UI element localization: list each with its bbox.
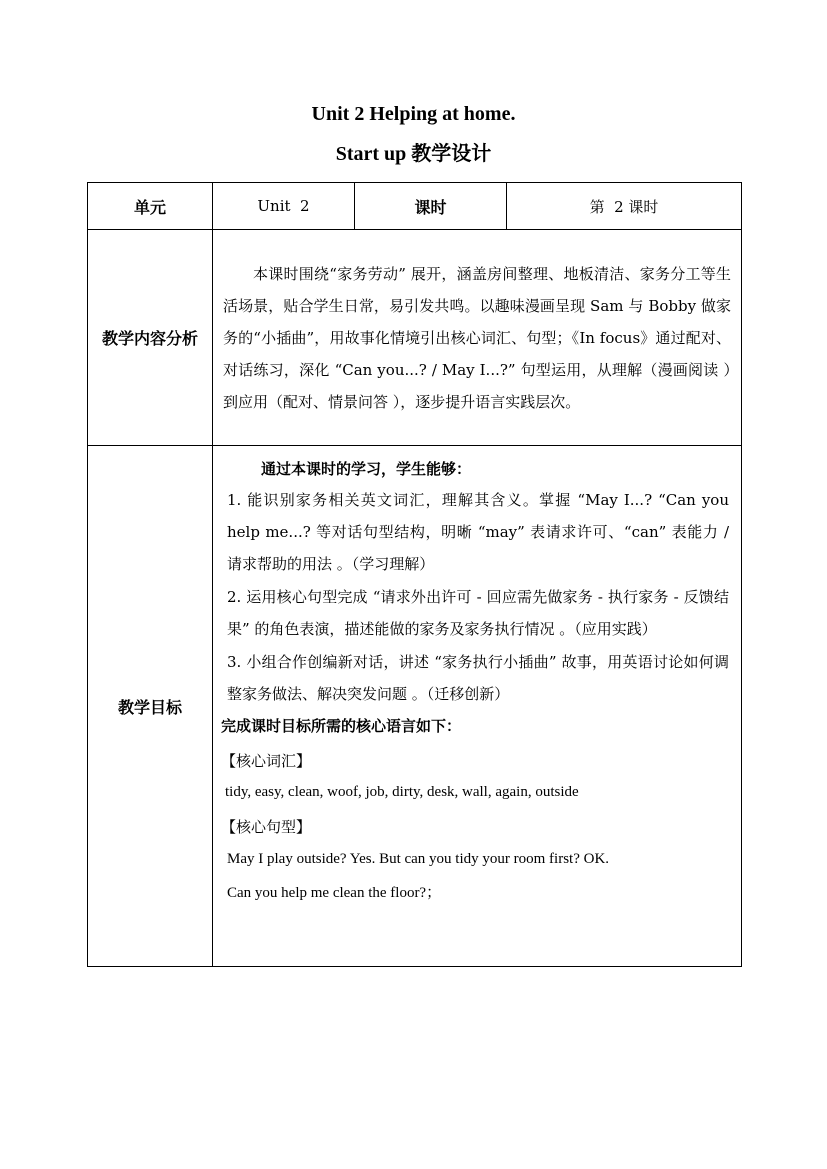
goal-item-1: 1. 能识别家务相关英文词汇，理解其含义。掌握 “May I...? “Can you help me...? 等对话句型结构，明晰 “may” 表请求许可、“can” 表能力 / 请求帮助的用法 。（学习理解） (227, 491, 729, 573)
goals-label: 教学目标 (88, 446, 213, 967)
goals-intro: 通过本课时的学习，学生能够： (261, 460, 472, 478)
header-row (88, 183, 742, 230)
goal-item-3: 3. 小组合作创编新对话，讲述 “家务执行小插曲” 故事，用英语讨论如何调整家务做法、解决突发问题 。（迁移创新） (227, 653, 729, 703)
lesson-value-cell: 第 2 课时 (507, 183, 742, 230)
unit-value-cell: Unit 2 (213, 183, 355, 230)
document-subtitle: Start up 教学设计 (335, 143, 492, 165)
analysis-row (88, 230, 742, 446)
lesson-plan-table (87, 182, 742, 967)
lesson-label-cell: 课时 (355, 183, 507, 230)
analysis-text: 本课时围绕“家务劳动” 展开，涵盖房间整理、地板清洁、家务分工等生活场景，贴合学生日常，易引发共鸣。以趣味漫画呈现 Sam 与 Bobby 做家务的“小插曲”，用故事化情境引出核心词汇、句型；《In focus》通过配对、对话练习，深化 “Can you...? / May I...?” 句型运用，从理解（漫画阅读 ）到应用（配对、情景问答 ），逐步提升语言实践层次。 (213, 230, 742, 446)
goals-content (213, 446, 742, 967)
sentence-2: Can you help me clean the floor?； (227, 885, 442, 901)
sentence-heading: 【核心句型】 (221, 818, 312, 836)
unit-label-cell: 单元 (88, 183, 213, 230)
document-title: Unit 2 Helping at home. (311, 103, 516, 125)
sentence-1: May I play outside? Yes. But can you tidy your room first? OK. (227, 851, 610, 867)
vocab-list: tidy, easy, clean, woof, job, dirty, desk, wall, again, outside (225, 784, 579, 800)
goal-item-2: 2. 运用核心句型完成 “请求外出许可 - 回应需先做家务 - 执行家务 - 反馈结果” 的角色表演，描述能做的家务及家务执行情况 。（应用实践） (227, 588, 729, 638)
vocab-heading: 【核心词汇】 (221, 752, 312, 770)
goals-row (88, 446, 742, 967)
core-language-heading: 完成课时目标所需的核心语言如下： (221, 717, 462, 735)
analysis-label: 教学内容分析 (88, 230, 213, 446)
